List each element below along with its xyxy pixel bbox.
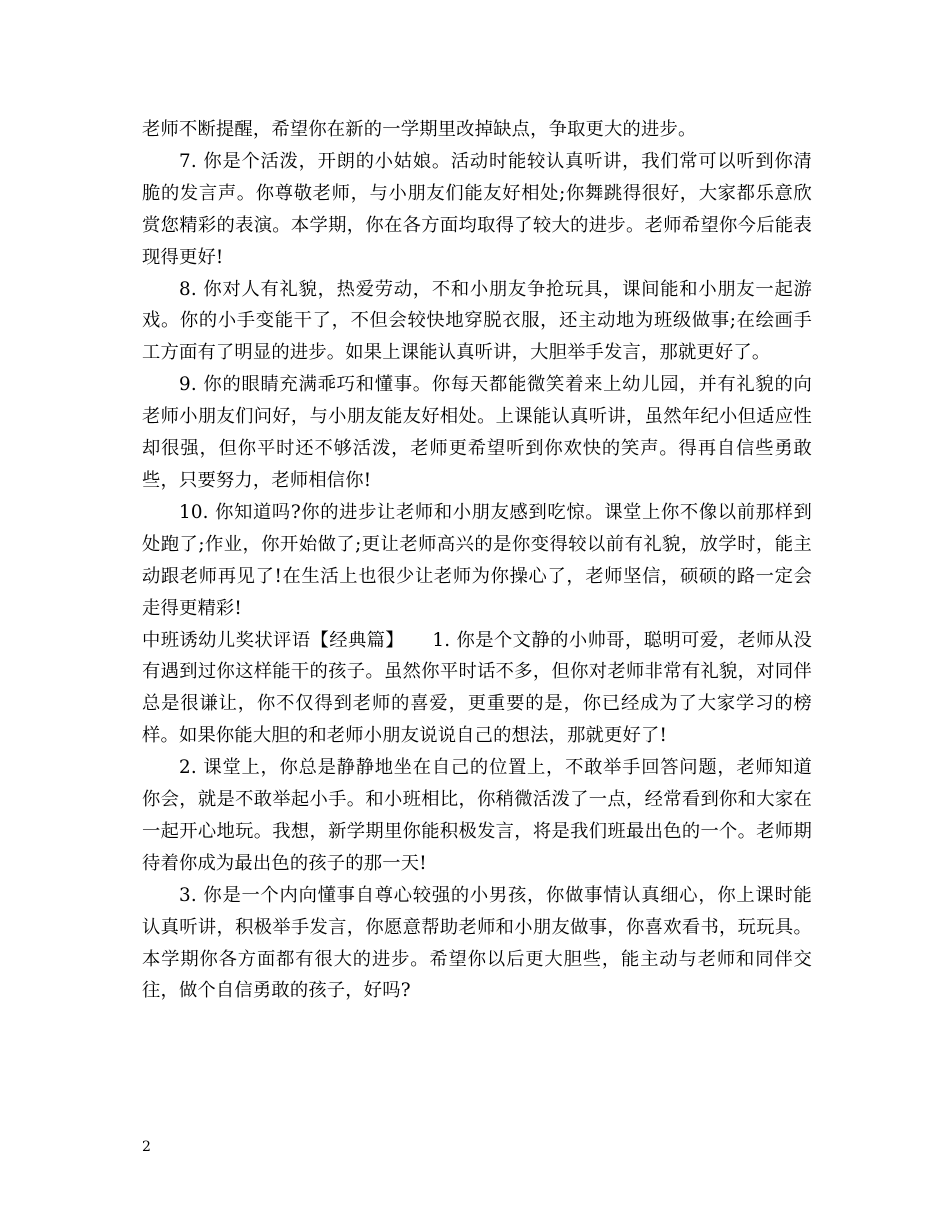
paragraph-comment-8: 8. 你对人有礼貌，热爱劳动，不和小朋友争抢玩具，课间能和小朋友一起游戏。你的小手变能干了，不但会较快地穿脱衣服，还主动地为班级做事;在绘画手工方面有了明显的进步。如果上课能认真听讲，大胆举手发言，那就更好了。 bbox=[142, 278, 812, 364]
paragraph-comment-3: 3. 你是一个内向懂事自尊心较强的小男孩，你做事情认真细心，你上课时能认真听讲，积极举手发言，你愿意帮助老师和小朋友做事，你喜欢看书，玩玩具。本学期你各方面都有很大的进步。希望你以后更大胆些，能主动与老师和同伴交往，做个自信勇敢的孩子，好吗? bbox=[142, 884, 812, 1002]
paragraph-comment-7: 7. 你是个活泼，开朗的小姑娘。活动时能较认真听讲，我们常可以听到你清脆的发言声。你尊敬老师，与小朋友们能友好相处;你舞跳得很好，大家都乐意欣赏您精彩的表演。本学期，你在各方面均取得了较大的进步。老师希望你今后能表现得更好! bbox=[142, 150, 812, 268]
page-number: 2 bbox=[142, 1139, 151, 1155]
document-body bbox=[142, 114, 812, 1007]
paragraph-continuation: 老师不断提醒，希望你在新的一学期里改掉缺点，争取更大的进步。 bbox=[142, 119, 697, 140]
section-heading-and-comment-1: 中班诱幼儿奖状评语【经典篇】 1. 你是个文静的小帅哥，聪明可爱，老师从没有遇到过你这样能干的孩子。虽然你平时话不多，但你对老师非常有礼貌，对同伴总是很谦让，你不仅得到老师的喜爱，更重要的是，你已经成为了大家学习的榜样。如果你能大胆的和老师小朋友说说自己的想法，那就更好了! bbox=[142, 629, 812, 747]
paragraph-comment-9: 9. 你的眼睛充满乖巧和懂事。你每天都能微笑着来上幼儿园，并有礼貌的向老师小朋友们问好，与小朋友能友好相处。上课能认真听讲，虽然年纪小但适应性却很强，但你平时还不够活泼，老师更希望听到你欢快的笑声。得再自信些勇敢些，只要努力，老师相信你! bbox=[142, 374, 812, 491]
paragraph-comment-10: 10. 你知道吗?你的进步让老师和小朋友感到吃惊。课堂上你不像以前那样到处跑了;作业，你开始做了;更让老师高兴的是你变得较以前有礼貌，放学时，能主动跟老师再见了!在生活上也很少让老师为你操心了，老师坚信，硕硕的路一定会走得更精彩! bbox=[142, 501, 812, 619]
paragraph-comment-2: 2. 课堂上，你总是静静地坐在自己的位置上，不敢举手回答问题，老师知道你会，就是不敢举起小手。和小班相比，你稍微活泼了一点，经常看到你和大家在一起开心地玩。我想，新学期里你能积极发言，将是我们班最出色的一个。老师期待着你成为最出色的孩子的那一天! bbox=[142, 757, 812, 874]
